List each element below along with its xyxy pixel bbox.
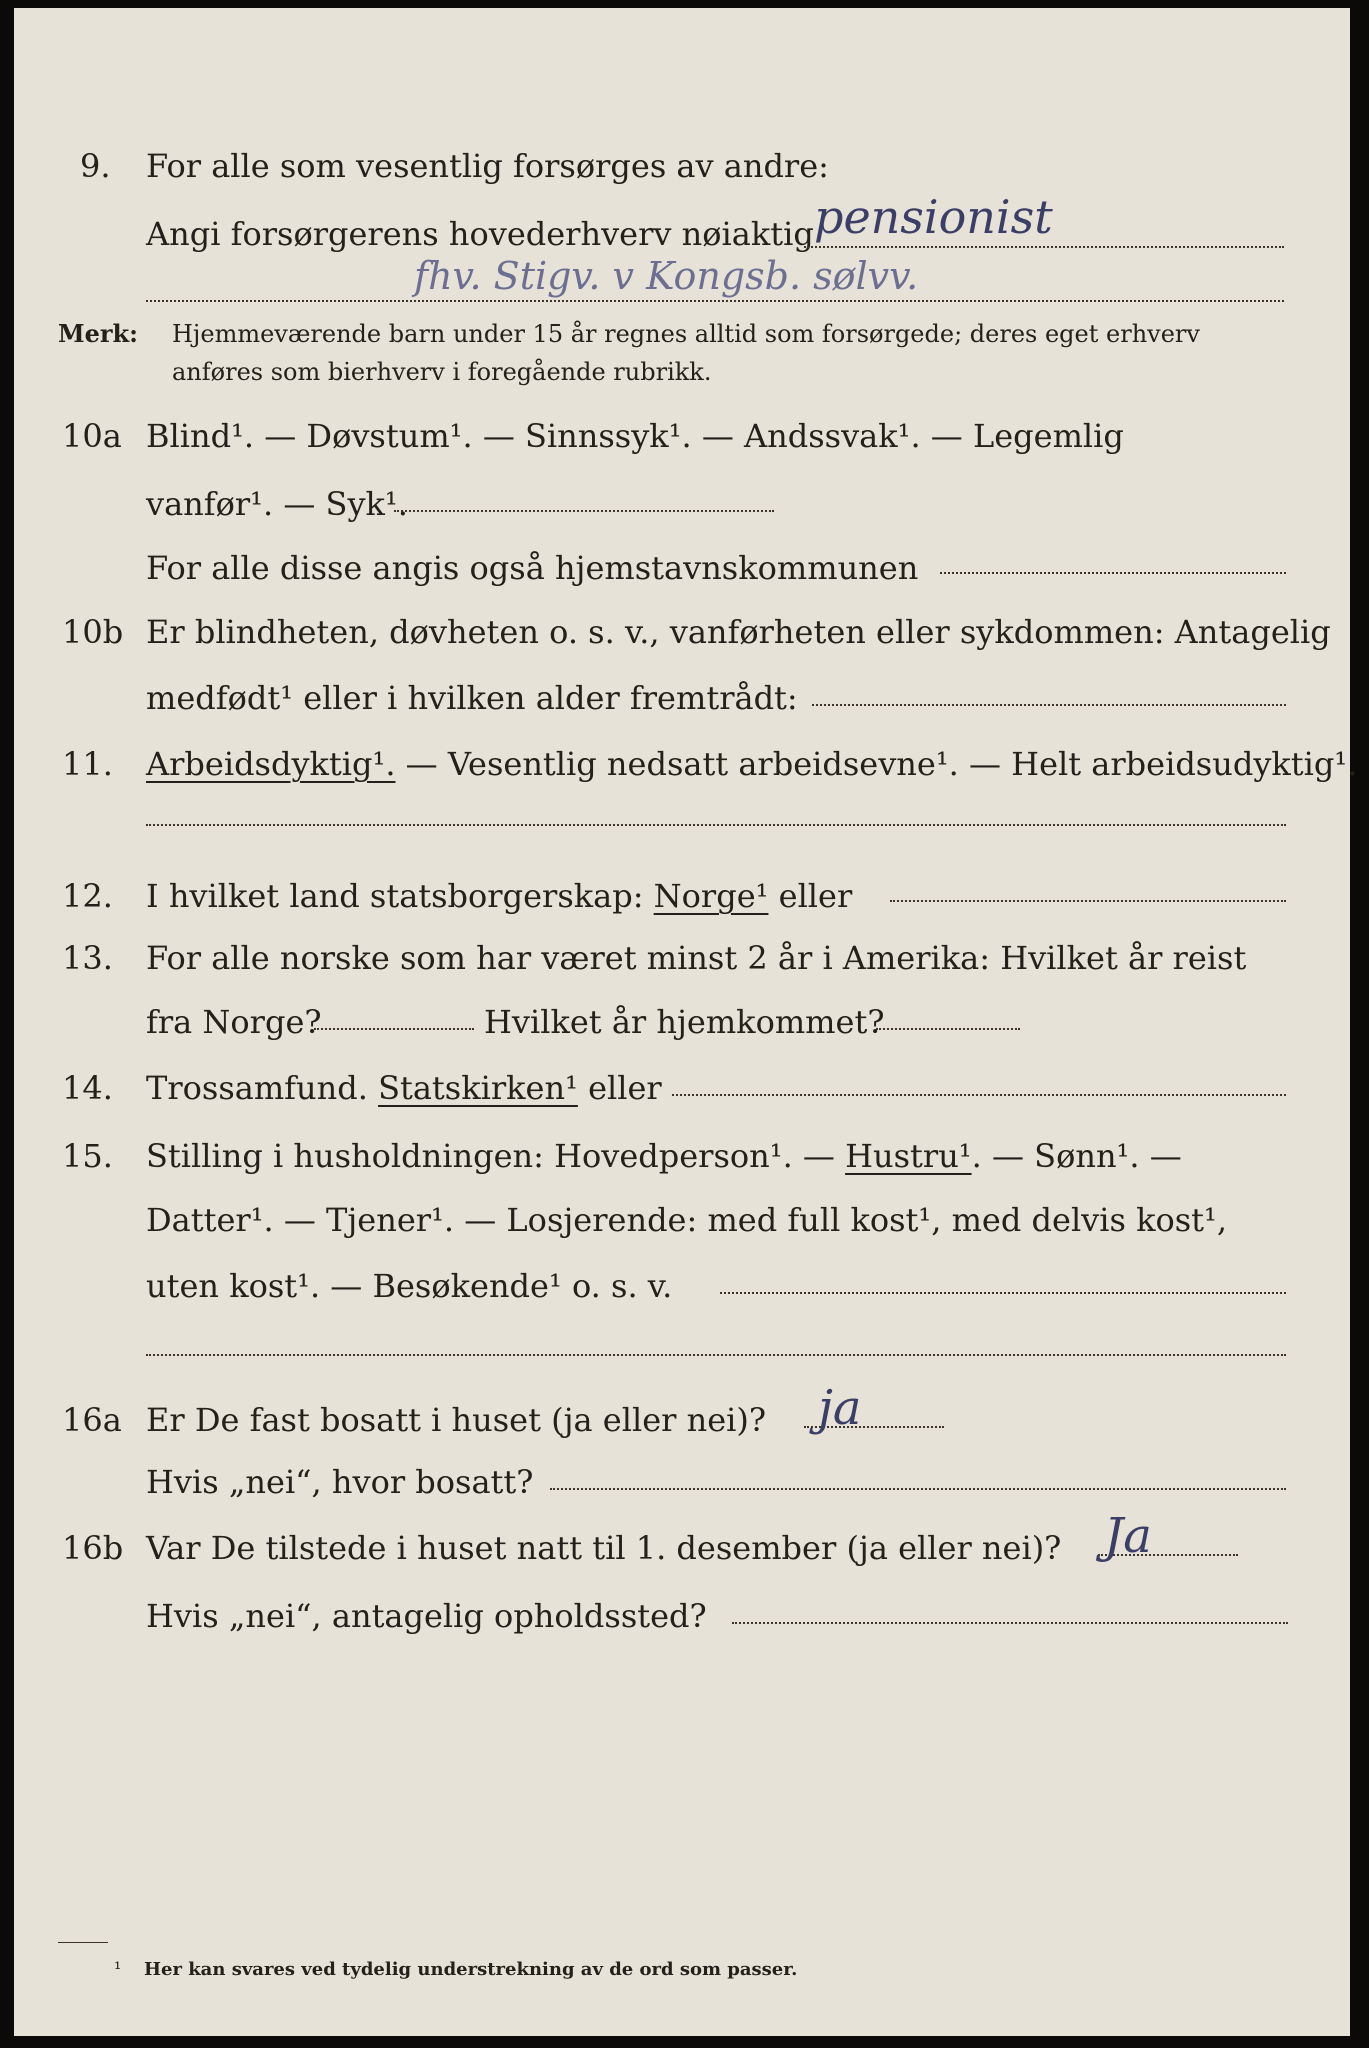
q16a-residence-line	[550, 1488, 1286, 1490]
q9-line2: Angi forsørgerens hovederhverv nøiaktig	[146, 215, 814, 253]
q14-prefix: Trossamfund.	[146, 1069, 379, 1107]
q13-line1: For alle norske som har været minst 2 år i Amerika: Hvilket år reist	[146, 939, 1247, 977]
q16a-line2: Hvis „nei“, hvor bosatt?	[146, 1463, 534, 1501]
q9-answer-line-2	[146, 300, 1284, 302]
footnote-text: Her kan svares ved tydelig understrekning av de ord som passer.	[144, 1959, 798, 1980]
q12-prefix: I hvilket land statsborgerskap:	[146, 877, 654, 915]
q15-number: 15.	[62, 1137, 113, 1175]
q13-line2b: Hvilket år hjemkommet?	[484, 1003, 885, 1041]
q9-handwritten-detail: fhv. Stigv. v Kongsb. sølvv.	[414, 254, 919, 298]
q16a-line1: Er De fast bosatt i huset (ja eller nei)?	[146, 1401, 767, 1439]
q15-answer-line	[720, 1292, 1286, 1294]
q16b-number: 16b	[62, 1529, 124, 1567]
q12-selected-answer: Norge¹	[653, 877, 769, 915]
q14-line	[146, 1068, 662, 1108]
q13-year-left-line	[314, 1028, 474, 1030]
q12-suffix: eller	[768, 877, 853, 915]
q16b-handwritten-answer: Ja	[1104, 1508, 1152, 1564]
q13-year-return-line	[876, 1028, 1020, 1030]
q14-answer-line	[672, 1094, 1286, 1096]
merk-line1: Hjemmeværende barn under 15 år regnes alltid som forsørgede; deres eget erhverv	[172, 320, 1200, 348]
q9-answer-line	[804, 246, 1284, 248]
q15-line3: uten kost¹. — Besøkende¹ o. s. v.	[146, 1267, 673, 1305]
q10a-home-line	[940, 572, 1286, 574]
q13-line2a: fra Norge?	[146, 1003, 322, 1041]
q12-line	[146, 876, 852, 916]
q9-handwritten-occupation: pensionist	[814, 190, 1053, 244]
q9-number: 9.	[80, 147, 111, 185]
q12-answer-line	[890, 900, 1286, 902]
q10a-answer-line	[394, 510, 774, 512]
footnote-rule	[58, 1942, 108, 1943]
q11-selected-answer: Arbeidsdyktig¹.	[146, 745, 396, 783]
q11-line	[146, 744, 1357, 784]
q16b-line2: Hvis „nei“, antagelig opholdssted?	[146, 1597, 707, 1635]
q12-number: 12.	[62, 877, 113, 915]
q10a-line2: vanfør¹. — Syk¹.	[146, 485, 408, 523]
footnote-mark: ¹	[114, 1959, 122, 1980]
q14-suffix: eller	[577, 1069, 662, 1107]
census-form-page	[14, 8, 1358, 2036]
q15-line1	[146, 1136, 1182, 1176]
merk-label: Merk:	[58, 319, 138, 348]
q9-line1: For alle som vesentlig forsørges av andre:	[146, 147, 829, 185]
q14-selected-answer: Statskirken¹	[378, 1069, 578, 1107]
q11-rest: — Vesentlig nedsatt arbeidsevne¹. — Helt arbeidsudyktig¹.	[395, 745, 1358, 783]
q10b-answer-line	[812, 704, 1286, 706]
q11-answer-line	[146, 824, 1286, 826]
q16a-number: 16a	[62, 1401, 122, 1439]
q10b-line2: medfødt¹ eller i hvilken alder fremtrådt:	[146, 679, 798, 717]
q10b-number: 10b	[62, 613, 124, 651]
q14-number: 14.	[62, 1069, 113, 1107]
q15-selected-answer: Hustru¹	[845, 1137, 972, 1175]
q15-line2: Datter¹. — Tjener¹. — Losjerende: med full kost¹, med delvis kost¹,	[146, 1201, 1228, 1239]
q10a-line1: Blind¹. — Døvstum¹. — Sinnssyk¹. — Andssvak¹. — Legemlig	[146, 417, 1124, 455]
q16b-line1: Var De tilstede i huset natt til 1. desember (ja eller nei)?	[146, 1529, 1062, 1567]
q16a-handwritten-answer: ja	[818, 1380, 862, 1436]
q11-number: 11.	[62, 745, 113, 783]
q10b-line1: Er blindheten, døvheten o. s. v., vanførheten eller sykdommen: Antagelig	[146, 613, 1331, 651]
q13-number: 13.	[62, 939, 113, 977]
q15-line1-end: . — Sønn¹. —	[971, 1137, 1182, 1175]
q15-line1-start: Stilling i husholdningen: Hovedperson¹. —	[146, 1137, 846, 1175]
q16b-location-line	[732, 1622, 1288, 1624]
merk-line2: anføres som bierhverv i foregående rubrikk.	[172, 358, 712, 386]
q10a-number: 10a	[62, 417, 122, 455]
q15-answer-line-2	[146, 1354, 1286, 1356]
q10a-line3: For alle disse angis også hjemstavnskommunen	[146, 549, 919, 587]
